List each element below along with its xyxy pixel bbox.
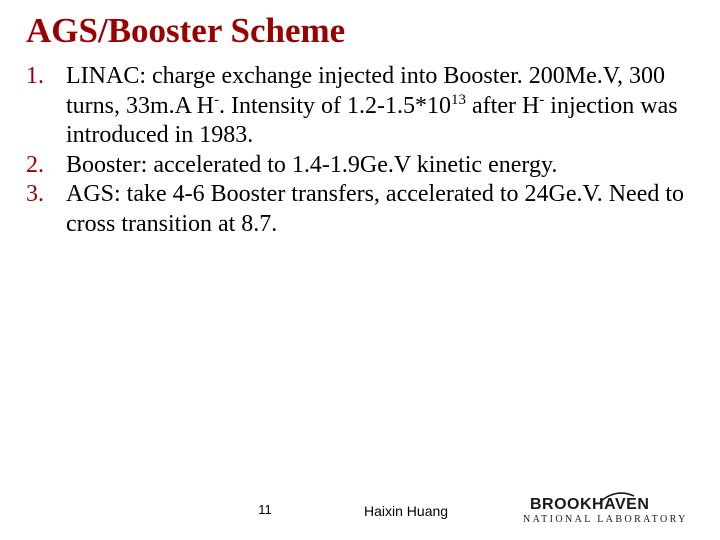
- brookhaven-logo: [520, 490, 688, 530]
- list-item-text: AGS: take 4-6 Booster transfers, accelerated to 24Ge.V. Need to cross transition at 8.7.: [66, 181, 685, 237]
- author-name: Haixin Huang: [364, 503, 449, 519]
- superscript-minus: -: [539, 91, 545, 108]
- text-segment: . Intensity of 1.2-1.5*10: [219, 92, 451, 119]
- list-item: [26, 62, 706, 151]
- list-item-text: [66, 62, 706, 151]
- superscript-minus: -: [214, 91, 220, 108]
- text-segment: injection was introduced in 1983.: [66, 92, 678, 148]
- logo-subtitle: NATIONAL LABORATORY: [523, 514, 688, 525]
- list-item-number: 2.: [26, 151, 44, 178]
- text-segment: after H: [466, 92, 540, 119]
- list-item: [26, 180, 706, 239]
- logo-wordmark: BROOKHAVEN: [530, 496, 650, 513]
- list-item-number: 3.: [26, 181, 44, 207]
- page-number: 11: [258, 502, 272, 517]
- list-item: [26, 151, 706, 181]
- bullet-list: [26, 62, 706, 239]
- superscript-exponent: 13: [451, 91, 466, 108]
- slide-title: AGS/Booster Scheme: [26, 11, 346, 50]
- text-segment: LINAC: charge exchange injected into Booster. 200Me.V, 300 turns, 33m.A H: [66, 63, 665, 119]
- list-item-text: Booster: accelerated to 1.4-1.9Ge.V kinetic energy.: [66, 151, 558, 178]
- list-item-number: 1.: [26, 63, 44, 89]
